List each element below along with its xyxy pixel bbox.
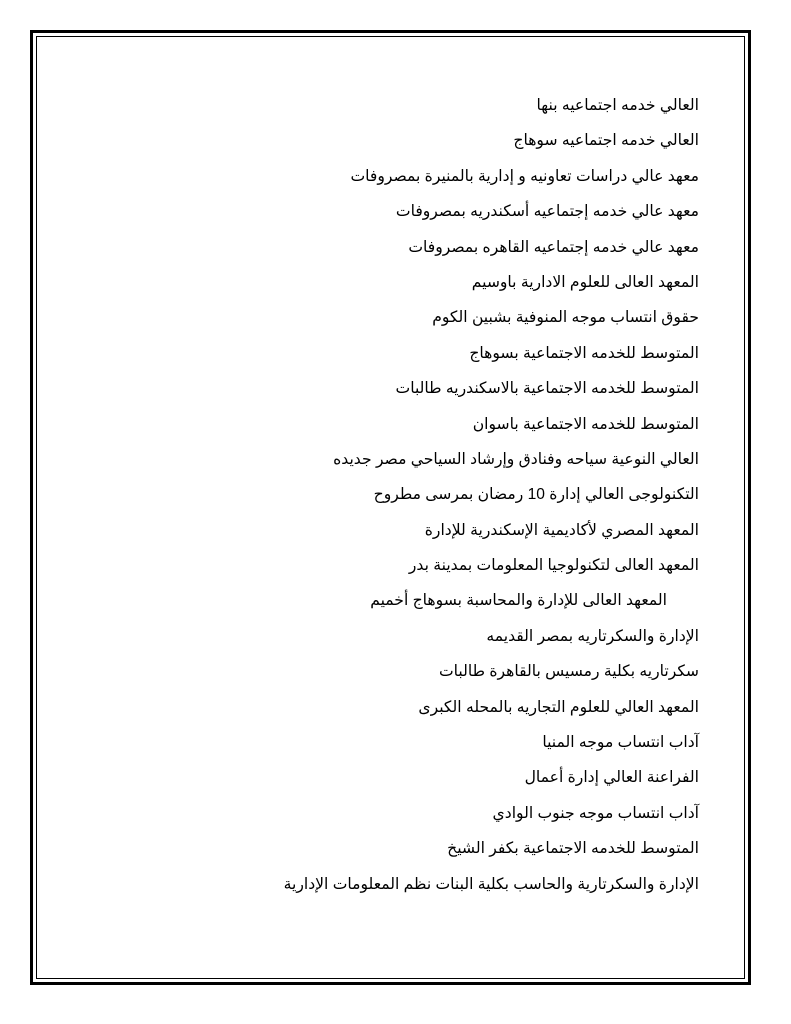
institute-list	[79, 88, 699, 902]
list-item: العالي خدمه اجتماعيه سوهاج	[513, 132, 699, 150]
list-item: التكنولوجى العالي إدارة 10 رمضان بمرسى مطروح	[373, 486, 699, 504]
list-item: المعهد العالى للإدارة والمحاسبة بسوهاج أخميم	[370, 592, 667, 610]
list-item: المتوسط للخدمه الاجتماعية بالاسكندريه طالبات	[395, 380, 699, 398]
list-item: آداب انتساب موجه جنوب الوادي	[492, 804, 699, 822]
list-item: الإدارة والسكرتارية والحاسب بكلية البنات نظم المعلومات الإدارية	[283, 875, 699, 893]
list-item: الإدارة والسكرتاريه بمصر القديمه	[486, 627, 699, 645]
list-item: سكرتاريه بكلية رمسيس بالقاهرة طالبات	[438, 663, 699, 681]
list-item: المعهد العالي للعلوم التجاريه بالمحله الكبرى	[418, 698, 699, 716]
list-item: المتوسط للخدمه الاجتماعية بكفر الشيخ	[447, 840, 699, 858]
list-item: المتوسط للخدمه الاجتماعية بسوهاج	[469, 344, 699, 362]
list-item: المعهد العالى للعلوم الادارية باوسيم	[471, 273, 699, 291]
list-item: العالي خدمه اجتماعيه بنها	[536, 97, 699, 114]
list-item: المتوسط للخدمه الاجتماعية باسوان	[472, 415, 699, 433]
list-item: معهد عالي خدمه إجتماعيه أسكندريه بمصروفات	[395, 203, 699, 221]
list-item: المعهد المصري لأكاديمية الإسكندرية للإدارة	[424, 521, 699, 539]
list-item: المعهد العالى لتكنولوجيا المعلومات بمدينة بدر	[408, 557, 699, 575]
list-item: آداب انتساب موجه المنيا	[542, 734, 699, 752]
list-item: معهد عالي دراسات تعاونيه و إدارية بالمنيرة بمصروفات	[350, 167, 699, 185]
list-item: العالي النوعية سياحه وفنادق وإرشاد السياحي مصر جديده	[333, 450, 699, 468]
list-item: الفراعنة العالي إدارة أعمال	[524, 769, 699, 787]
list-item: حقوق انتساب موجه المنوفية بشبين الكوم	[432, 309, 699, 327]
list-item: معهد عالي خدمه إجتماعيه القاهره بمصروفات	[408, 238, 699, 256]
